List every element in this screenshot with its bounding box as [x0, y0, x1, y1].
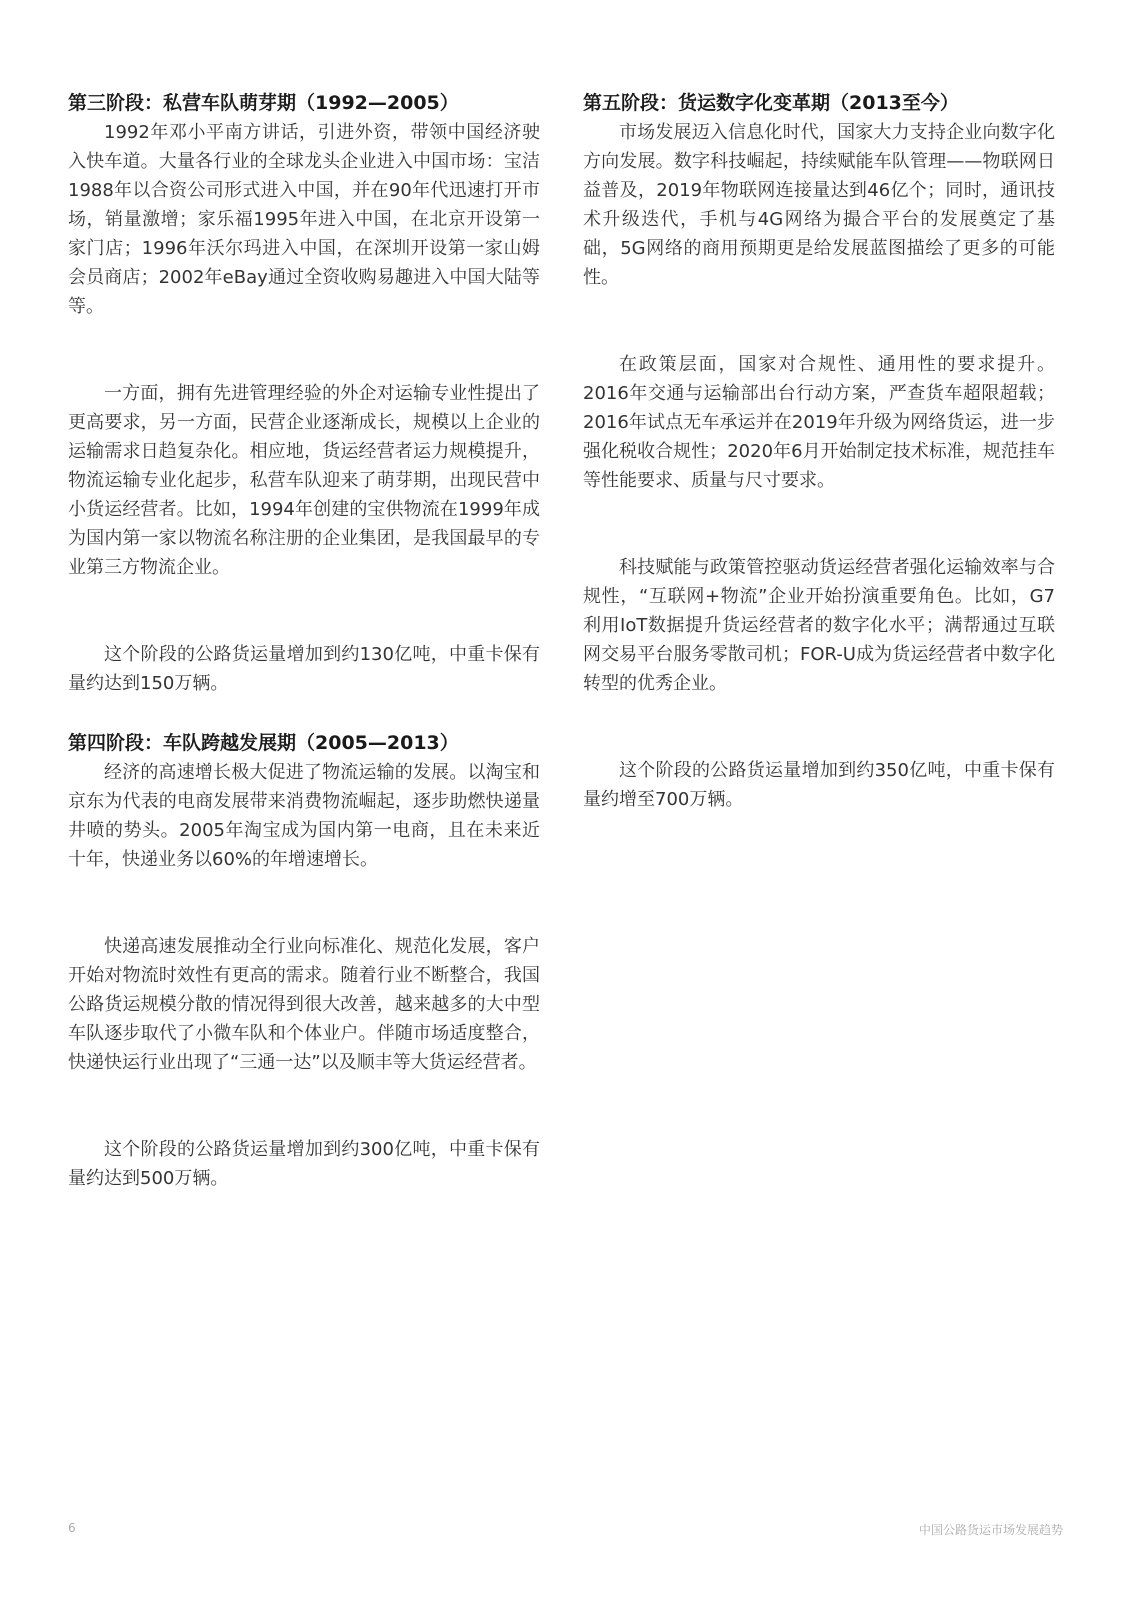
left-column [68, 88, 540, 1193]
stage3-heading: 第三阶段：私营车队萌芽期（1992—2005） [68, 92, 459, 114]
stage4-paragraph-3: 这个阶段的公路货运量增加到约300亿吨，中重卡保有量约达到500万辆。 [68, 1139, 540, 1189]
stage4-paragraph-1: 经济的高速增长极大促进了物流运输的发展。以淘宝和京东为代表的电商发展带来消费物流崛起，逐步助燃快递量井喷的势头。2005年淘宝成为国内第一电商，且在未来近十年，快递业务以60%的年增速增长。 [68, 762, 540, 870]
stage3-paragraph-1: 1992年邓小平南方讲话，引进外资，带领中国经济驶入快车道。大量各行业的全球龙头企业进入中国市场：宝洁1988年以合资公司形式进入中国，并在90年代迅速打开市场，销量激增；家乐福1995年进入中国，在北京开设第一家门店；1996年沃尔玛进入中国，在深圳开设第一家山姆会员商店；2002年eBay通过全资收购易趣进入中国大陆等等。 [68, 122, 540, 317]
stage3-paragraph-2: 一方面，拥有先进管理经验的外企对运输专业性提出了更高要求，另一方面，民营企业逐渐成长，规模以上企业的运输需求日趋复杂化。相应地，货运经营者运力规模提升，物流运输专业化起步，私营车队迎来了萌芽期，出现民营中小货运经营者。比如，1994年创建的宝供物流在1999年成为国内第一家以物流名称注册的企业集团，是我国最早的专业第三方物流企业。 [68, 383, 540, 578]
stage5-paragraph-3: 科技赋能与政策管控驱动货运经营者强化运输效率与合规性，“互联网+物流”企业开始扮演重要角色。比如，G7利用IoT数据提升货运经营者的数字化水平；满帮通过互联网交易平台服务零散司机；FOR-U成为货运经营者中数字化转型的优秀企业。 [583, 557, 1055, 694]
stage4-heading: 第四阶段：车队跨越发展期（2005—2013） [68, 732, 459, 754]
footer-doc-title: 中国公路货运市场发展趋势 [918, 1523, 1063, 1537]
stage5-paragraph-2: 在政策层面，国家对合规性、通用性的要求提升。2016年交通与运输部出台行动方案，严查货车超限超载；2016年试点无车承运并在2019年升级为网络货运，进一步强化税收合规性；2020年6月开始制定技术标准，规范挂车等性能要求、质量与尺寸要求。 [583, 354, 1055, 491]
right-column [583, 88, 1055, 814]
stage4-paragraph-2: 快递高速发展推动全行业向标准化、规范化发展，客户开始对物流时效性有更高的需求。随着行业不断整合，我国公路货运规模分散的情况得到很大改善，越来越多的大中型车队逐步取代了小微车队和个体业户。伴随市场适度整合，快递快运行业出现了“三通一达”以及顺丰等大货运经营者。 [68, 936, 540, 1073]
page-number: 6 [68, 1521, 76, 1535]
stage5-paragraph-4: 这个阶段的公路货运量增加到约350亿吨，中重卡保有量约增至700万辆。 [583, 760, 1055, 810]
stage5-heading: 第五阶段：货运数字化变革期（2013至今） [583, 92, 959, 114]
stage3-paragraph-3: 这个阶段的公路货运量增加到约130亿吨，中重卡保有量约达到150万辆。 [68, 644, 540, 694]
stage5-paragraph-1: 市场发展迈入信息化时代，国家大力支持企业向数字化方向发展。数字科技崛起，持续赋能车队管理——物联网日益普及，2019年物联网连接量达到46亿个；同时，通讯技术升级迭代，手机与4G网络为撮合平台的发展奠定了基础，5G网络的商用预期更是给发展蓝图描绘了更多的可能性。 [583, 122, 1055, 288]
